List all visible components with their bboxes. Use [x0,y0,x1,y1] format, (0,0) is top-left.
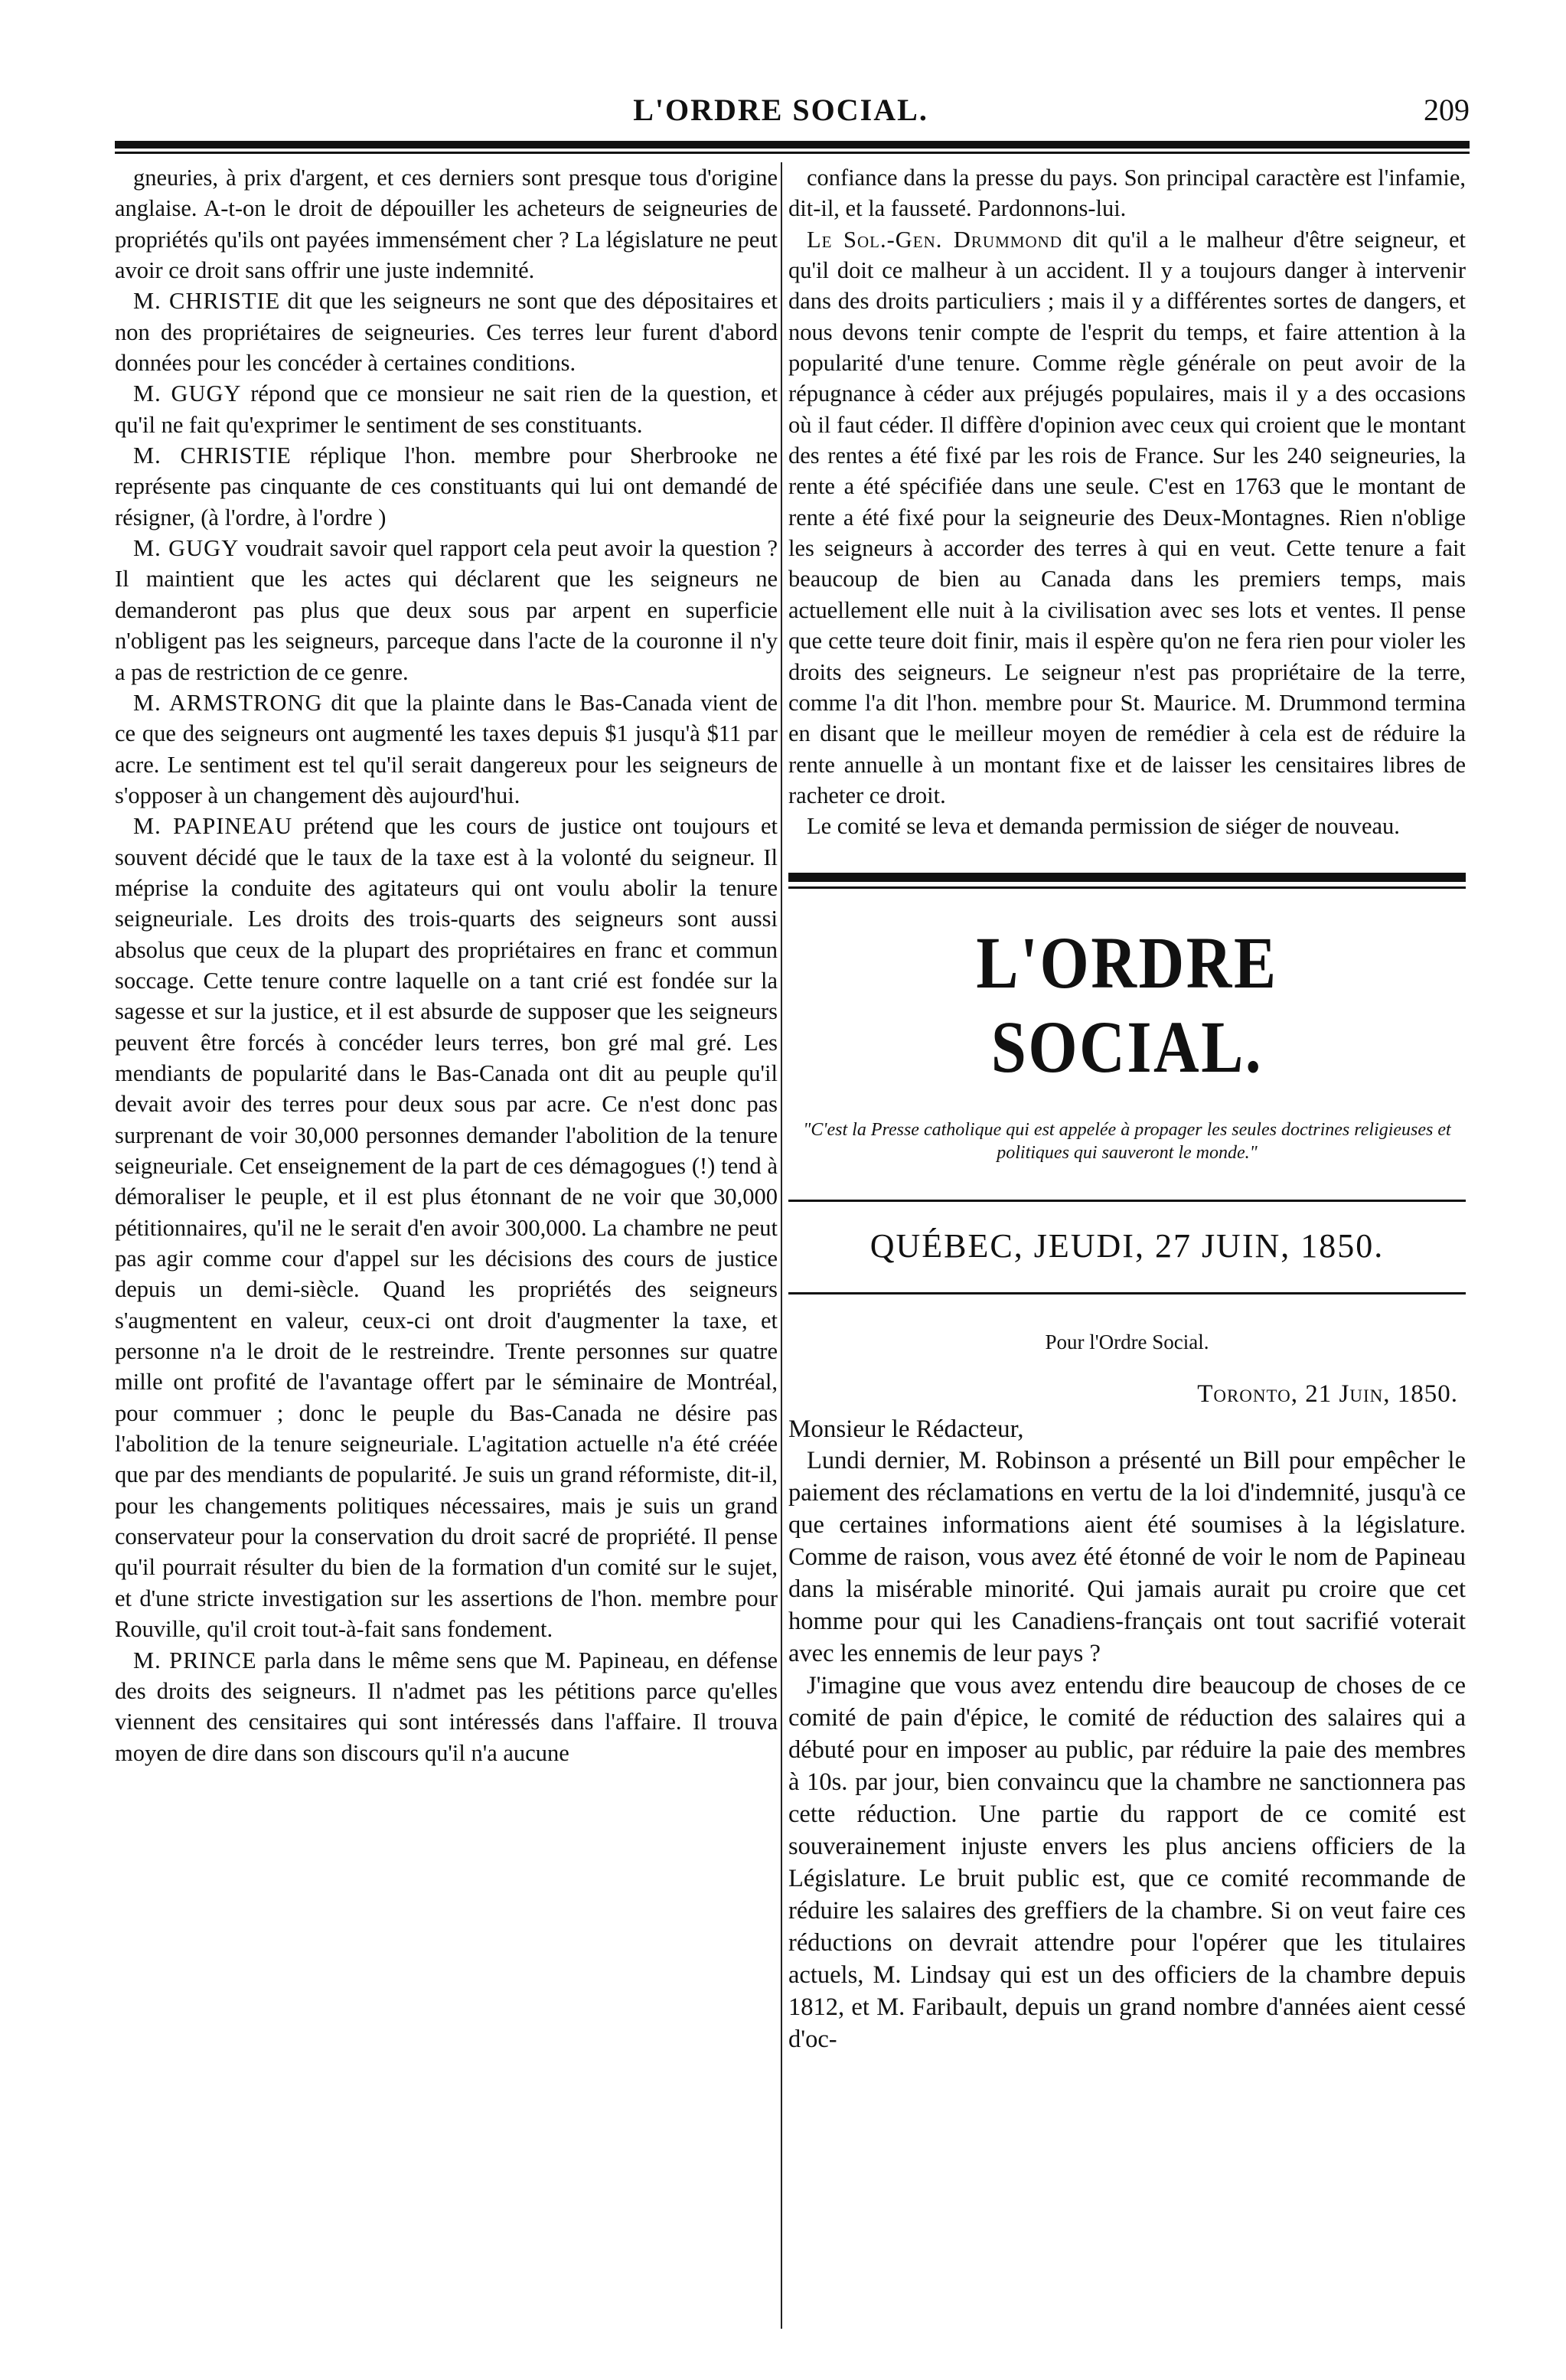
masthead-title: L'ORDRE SOCIAL. [976,921,1278,1088]
masthead-motto: "C'est la Presse catholique qui est appelée à propager les seules doctrines religieuses et politiques qui sauveront le monde." [803,1119,1451,1163]
masthead-rule [788,873,1466,889]
letter-byline: Pour l'Ordre Social. [1045,1330,1209,1353]
speaker-name: Le Sol.-Gen. Drummond [807,226,1062,253]
letter-paragraph: J'imagine que vous avez entendu dire beaucoup de choses de ce comité de pain d'épice, le comité de réduction des salaires qui a débuté pour en imposer au public, par réduire la paie des membres à 10s. par jour, bien convaincu que la chambre ne sanctionnera pas cette réduction. Une partie du rapport de ce comité est souverainement injuste envers les plus anciens officiers de la Législature. Le bruit public est, que ce comité recommande de réduire les salaires des greffiers de la chambre. Si on veut faire ces réductions on devrait attendre pour l'opérer que les titulaires actuels, M. Lindsay qui est un des officiers de la chambre depuis 1812, et M. Faribault, depuis un grand nombre d'années aient cessé d'oc- [788,1672,1466,2054]
speaker-name: M. CHRISTIE [133,442,292,469]
speaker-name: M. GUGY [133,380,242,407]
left-paragraph: M. PRINCE parla dans le même sens que M. Papineau, en défense des droits des seigneurs. Il n'admet pas les pétitions parce qu'elles viennent des censitaires qui sont intéressés dans l'affaire. Il trouva moyen de dire dans son discours qu'il n'a aucune [115,1647,778,1766]
speaker-name: M. ARMSTRONG [133,689,323,716]
column-divider [781,162,782,2329]
page-header [92,92,1470,138]
header-rule [115,141,1470,155]
right-paragraph: Le Sol.-Gen. Drummond dit qu'il a le malheur d'être seigneur, et qu'il doit ce malheur à un accident. Il y a toujours danger à intervenir dans des droits particuliers ; mais il y a différentes sortes de dangers, et nous devons tenir compte de l'esprit du temps, et faire attention à la popularité d'une tenure. Comme règle générale on peut avoir de la répugnance à céder aux préjugés populaires, mais il y a des occasions où il faut céder. Il diffère d'opinion avec ceux qui croient que le montant des rentes a été fixé par les rois de France. Sur les 240 seigneuries, la rente a été spécifiée dans une seule. C'est en 1763 que le montant de rente a été fixé pour la seigneurie des Deux-Montagnes. Rien n'oblige les seigneurs à accorder des terres à qui en veut. Cette tenure a fait beaucoup de bien au Canada dans les premiers temps, mais actuellement elle nuit à la civilisation avec ses lots et ventes. Il pense que cette teure doit finir, mais il espère qu'on ne fera rien pour violer les droits des seigneurs. Le seigneur n'est pas propriétaire de la terre, comme l'a dit l'hon. membre pour St. Maurice. M. Drummond termina en disant que le meilleur moyen de remédier à cela est de réduire la rente annuelle à un montant fixe et de laisser les censitaires libres de racheter ce droit. [788,226,1466,808]
right-paragraph: Le comité se leva et demanda permission de siéger de nouveau. [807,813,1400,840]
right-column [788,162,1466,2329]
running-title: L'ORDRE SOCIAL. [633,93,928,127]
speaker-name: M. CHRISTIE [133,288,281,315]
motto-rule [788,1200,1466,1202]
letter-place-date: Toronto, 21 Juin, 1850. [1197,1379,1458,1408]
right-paragraph: confiance dans la presse du pays. Son principal caractère est l'infamie, dit-il, et la fausseté. Pardonnons-lui. [788,165,1466,222]
left-paragraph: M. CHRISTIE dit que les seigneurs ne sont que des dépositaires et non des propriétaires de seigneuries. Ces terres leur furent d'abord données pour les concéder à certaines conditions. [115,288,778,377]
page-number: 209 [1424,93,1470,127]
left-paragraph: M. GUGY voudrait savoir quel rapport cela peut avoir la question ? Il maintient que les actes qui déclarent que les seigneurs ne demanderont pas plus que deux sous par arpent en superficie n'obligent pas les seigneurs, parceque dans l'acte de la couronne il n'y a pas de restriction de ce genre. [115,535,778,685]
header-rule-thin [115,152,1470,154]
left-paragraph: M. GUGY répond que ce monsieur ne sait rien de la question, et qu'il ne fait qu'exprimer le sentiment de ses constituants. [115,380,778,438]
letter-salutation: Monsieur le Rédacteur, [788,1415,1024,1443]
left-paragraph: gneuries, à prix d'argent, et ces derniers sont presque tous d'origine anglaise. A-t-on le droit de dépouiller les acheteurs de seigneuries de propriétés qu'ils ont payées immensément cher ? La législature ne peut avoir ce droit sans offrir une juste indemnité. [115,165,778,284]
dateline: QUÉBEC, JEUDI, 27 JUIN, 1850. [869,1226,1385,1265]
speaker-name: M. PRINCE [133,1647,257,1673]
left-paragraph: M. PAPINEAU prétend que les cours de justice ont toujours et souvent décidé que le taux de la taxe est à la volonté du seigneur. Il méprise la conduite des agitateurs qui ont voulu abolir la tenure seigneuriale. Les droits des trois-quarts des seigneurs sont aussi absolus que ceux de la plupart des propriétaires en franc et commun soccage. Cette tenure contre laquelle on a tant crié est fondée sur la sagesse et sur la justice, et il est absurde de supposer que les seigneurs peuvent être forcés à concéder leurs terres, bon gré mal gré. Les mendiants de popularité dans le Bas-Canada ont dit au peuple qu'il devait avoir des terres pour deux sous par acre. Ce n'est donc pas surprenant de voir 30,000 personnes demander l'abolition de la tenure seigneuriale. Cet enseignement de la part de ces démagogues (!) tend à démoraliser le peuple, et il est plus étonnant de ne voir que 30,000 pétitionnaires, qu'il ne le serait d'en avoir 300,000. La chambre ne peut pas agir comme cour d'appel sur les décisions des cours de justice depuis un demi-siècle. Quand les propriétés des seigneurs s'augmentent en valeur, ceux-ci ont droit d'augmenter la taxe, et personne n'a le droit de le restreindre. Trente personnes sur quatre mille ont profité de l'avantage offert par le séminaire de Montréal, pour commuer ; donc le peuple du Bas-Canada ne désire pas l'abolition de la tenure seigneuriale. L'agitation actuelle n'a été créée que par des mendiants de popularité. Je suis un grand réformiste, dit-il, pour les changements politiques nécessaires, mais je suis un grand conservateur pour la conservation du droit sacré de propriété. Il pense qu'il pourrait résulter du bien de la formation d'un comité sur le sujet, et d'une stricte investigation sur les assertions de l'hon. membre pour Rouville, qu'il croit tout-à-fait sans fondement. [115,813,778,1643]
left-column [115,162,778,2329]
left-paragraph: M. ARMSTRONG dit que la plainte dans le Bas-Canada vient de ce que des seigneurs ont augmenté les taxes depuis $1 jusqu'à $11 par acre. Le sentiment est tel qu'il serait dangereux pour les seigneurs de s'opposer à un changement dès aujourd'hui. [115,689,778,808]
left-paragraph: M. CHRISTIE réplique l'hon. membre pour Sherbrooke ne représente pas cinquante de ces constituants qui lui ont demandé de résigner, (à l'ordre, à l'ordre ) [115,442,778,531]
letter-paragraph: Lundi dernier, M. Robinson a présenté un Bill pour empêcher le paiement des réclamations en vertu de la loi d'indemnité, jusqu'à ce que certaines informations aient été soumises à la législature. Comme de raison, vous avez été étonné de voir le nom de Papineau dans la misérable minorité. Qui jamais aurait pu croire que cet homme pour qui les Canadiens-français ont tout sacrifié voterait avec les ennemis de leur pays ? [788,1447,1466,1668]
header-rule-thick [115,141,1470,149]
dateline-rule [788,1292,1466,1294]
speaker-name: M. GUGY [133,535,240,562]
letter [788,1328,1466,2056]
speaker-name: M. PAPINEAU [133,813,293,840]
